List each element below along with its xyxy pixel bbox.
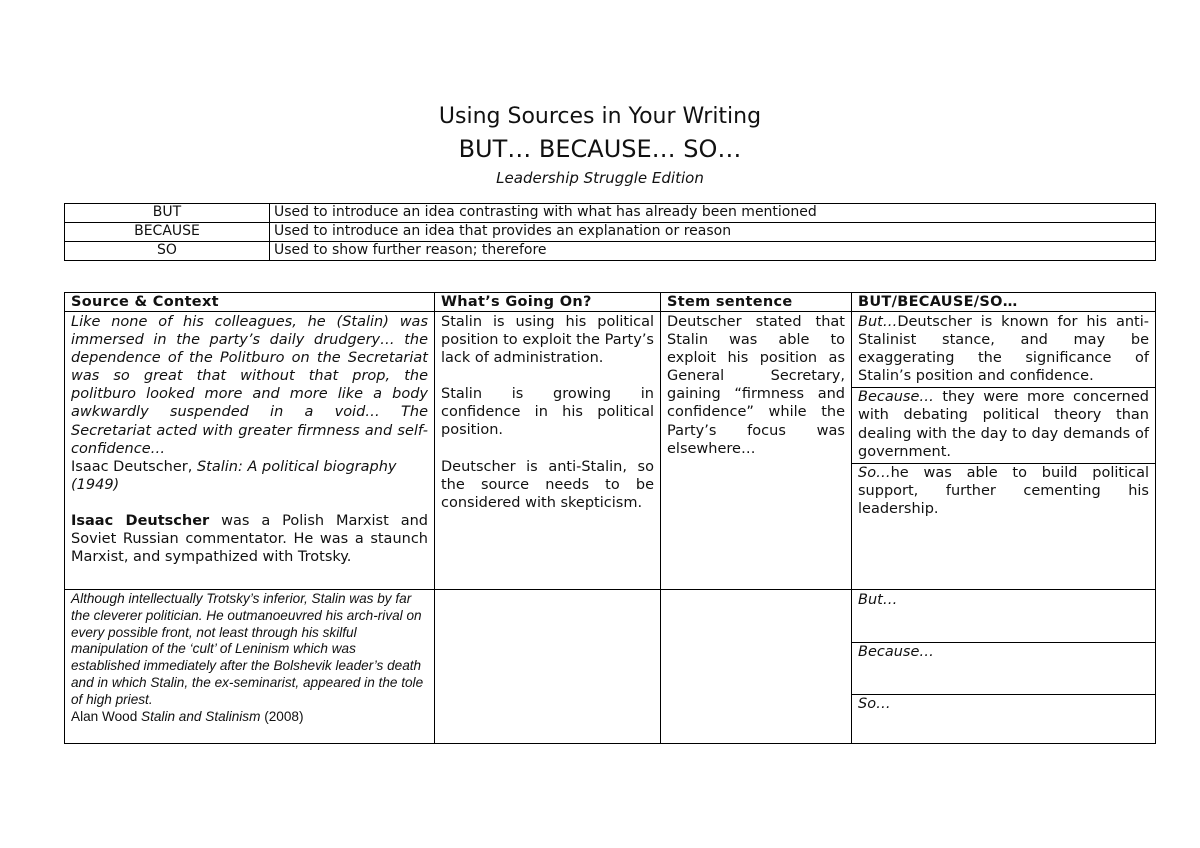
- meaning-so: Used to show further reason; therefore: [270, 242, 1156, 261]
- meaning-but: Used to introduce an idea contrasting with what has already been mentioned: [270, 204, 1156, 223]
- stem-sentence-cell: [661, 590, 852, 744]
- header-but-because-so: BUT/BECAUSE/SO…: [852, 293, 1156, 312]
- source-citation: [71, 709, 428, 726]
- term-because: BECAUSE: [65, 223, 270, 242]
- source-quote: Although intellectually Trotsky’s inferior, Stalin was by far the cleverer politician. He outmanoeuvred his arch-rival on every possible front, not least through his skilful manipulation of the ‘cult’ of Leninism which was established immediately after the Bolshevik leader’s death and in which Stalin, the ex-seminarist, appeared in the tole of high priest.: [71, 591, 424, 707]
- citation-title: Stalin and Stalinism: [141, 708, 261, 724]
- term-but: BUT: [65, 204, 270, 223]
- because-response: [852, 643, 1155, 695]
- so-response: [852, 695, 1155, 715]
- definition-row-so: [65, 242, 1156, 261]
- but-response: [852, 313, 1155, 388]
- but-because-so-cell: [852, 590, 1156, 744]
- header-source-context: Source & Context: [65, 293, 435, 312]
- document-subtitle: BUT… BECAUSE… SO…: [458, 135, 742, 163]
- but-label: But…: [858, 314, 898, 330]
- definition-row-but: [65, 204, 1156, 223]
- term-so: SO: [65, 242, 270, 261]
- citation-author: Isaac Deutscher,: [71, 458, 197, 475]
- so-text: he was able to build political support, further cementing his leadership.: [858, 464, 1149, 517]
- but-label: But…: [858, 592, 898, 608]
- context-text: was a Polish Marxist and Soviet Russian commentator. He was a staunch Marxist, and sympathized with Trotsky.: [71, 512, 428, 566]
- source-context: [71, 512, 428, 566]
- table-header-row: [65, 293, 1156, 312]
- context-name: Isaac Deutscher: [71, 512, 210, 529]
- source-context-cell: [65, 590, 435, 744]
- analysis-point-1: Stalin is using his political position to exploit the Party’s lack of administration.: [441, 314, 654, 367]
- citation-year: (2008): [260, 708, 304, 724]
- meaning-because: Used to introduce an idea that provides an explanation or reason: [270, 223, 1156, 242]
- so-response: [852, 464, 1155, 520]
- source-citation: [71, 458, 428, 494]
- definitions-table: [64, 203, 1156, 261]
- whats-going-on-cell: [435, 312, 661, 590]
- because-label: Because…: [858, 644, 934, 660]
- because-text: they were more concerned with debating political theory than dealing with the day to day demands of government.: [858, 389, 1149, 460]
- analysis-point-2: Stalin is growing in confidence in his political position.: [441, 386, 654, 439]
- table-row: [65, 312, 1156, 590]
- sources-table: [64, 292, 1156, 744]
- so-label: So…: [858, 464, 891, 481]
- document-title: Using Sources in Your Writing: [438, 104, 762, 129]
- edition-label: Leadership Struggle Edition: [496, 169, 704, 187]
- whats-going-on-cell: [435, 590, 661, 744]
- source-quote: Like none of his colleagues, he (Stalin) was immersed in the party’s daily drudgery… the dependence of the Politburo on the Secretariat was so great that without that prop, the politburo looked more and more like a body awkwardly suspended in a void… The Secretariat acted with greater firmness and self- confidence…: [71, 314, 428, 457]
- definition-row-because: [65, 223, 1156, 242]
- stem-sentence-cell: Deutscher stated that Stalin was able to exploit his position as General Secretary, gaining “firmness and confidence” while the Party’s focus was elsewhere…: [661, 312, 852, 590]
- but-because-so-cell: [852, 312, 1156, 590]
- but-text: Deutscher is known for his anti-Stalinist stance, and may be exaggerating the significance of Stalin’s position and confidence.: [858, 314, 1149, 385]
- because-response: [852, 388, 1155, 463]
- so-label: So…: [858, 696, 891, 712]
- source-context-cell: [65, 312, 435, 590]
- table-row: [65, 590, 1156, 744]
- header-stem-sentence: Stem sentence: [661, 293, 852, 312]
- header-whats-going-on: What’s Going On?: [435, 293, 661, 312]
- but-response: [852, 591, 1155, 643]
- analysis-point-3: Deutscher is anti-Stalin, so the source needs to be considered with skepticism.: [441, 458, 654, 511]
- citation-author: Alan Wood: [71, 708, 142, 724]
- citation-title: Stalin: A political biography (1949): [71, 458, 397, 493]
- because-label: Because…: [858, 389, 934, 406]
